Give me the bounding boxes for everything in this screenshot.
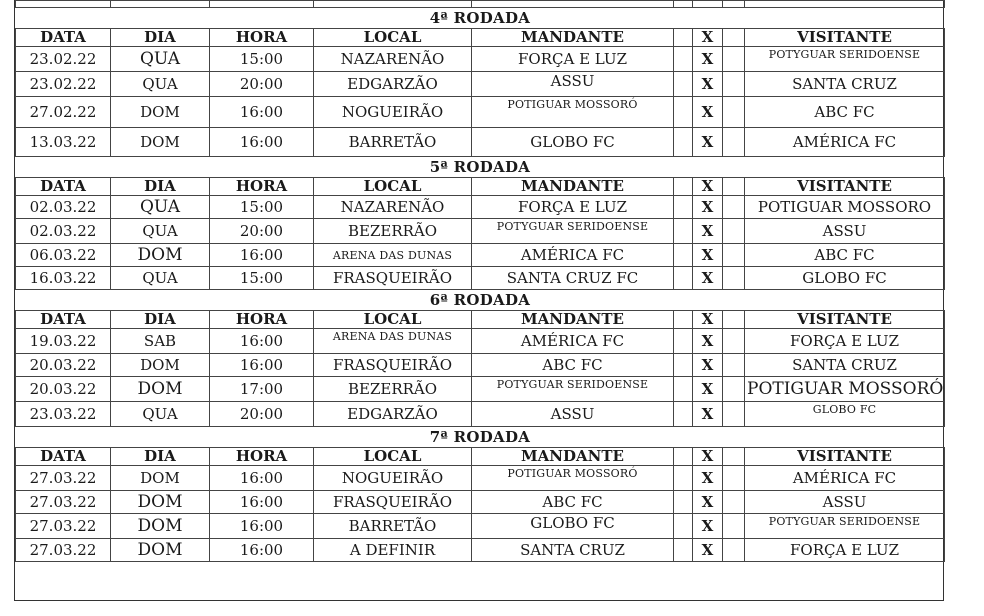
match-home: SANTA CRUZ FC — [472, 267, 674, 290]
match-row — [16, 47, 945, 72]
match-venue: A DEFINIR — [314, 539, 472, 562]
match-x: X — [693, 244, 723, 267]
match-date: 06.03.22 — [16, 244, 111, 267]
match-date: 23.03.22 — [16, 402, 111, 427]
match-venue: BARRETÃO — [314, 514, 472, 539]
match-x: X — [693, 72, 723, 97]
header-away: VISITANTE — [745, 448, 945, 466]
match-away: POTIGUAR MOSSORO — [745, 196, 945, 219]
match-row — [16, 514, 945, 539]
round-title: 7ª RODADA — [16, 427, 945, 448]
match-away: GLOBO FC — [745, 402, 945, 427]
match-away: ABC FC — [745, 244, 945, 267]
match-day: DOM — [111, 354, 210, 377]
match-venue: FRASQUEIRÃO — [314, 267, 472, 290]
header-away: VISITANTE — [745, 29, 945, 47]
match-home: AMÉRICA FC — [472, 329, 674, 354]
match-day: DOM — [111, 97, 210, 128]
match-home: POTYGUAR SERIDOENSE — [472, 377, 674, 402]
match-venue: NAZARENÃO — [314, 196, 472, 219]
header-date: DATA — [16, 178, 111, 196]
match-away: GLOBO FC — [745, 267, 945, 290]
match-time: 16:00 — [210, 466, 314, 491]
match-away: SANTA CRUZ — [745, 72, 945, 97]
match-home: ABC FC — [472, 354, 674, 377]
match-date: 20.03.22 — [16, 354, 111, 377]
match-x: X — [693, 219, 723, 244]
match-venue: NOGUEIRÃO — [314, 97, 472, 128]
header-day: DIA — [111, 29, 210, 47]
match-day: QUA — [111, 267, 210, 290]
header-time: HORA — [210, 448, 314, 466]
match-date: 23.02.22 — [16, 72, 111, 97]
match-away: POTYGUAR SERIDOENSE — [745, 47, 945, 72]
round-title-row — [16, 157, 945, 178]
header-venue: LOCAL — [314, 448, 472, 466]
header-venue: LOCAL — [314, 311, 472, 329]
header-time: HORA — [210, 29, 314, 47]
match-day: QUA — [111, 196, 210, 219]
match-date: 23.02.22 — [16, 47, 111, 72]
match-time: 16:00 — [210, 128, 314, 157]
match-date: 02.03.22 — [16, 196, 111, 219]
match-day: DOM — [111, 514, 210, 539]
match-venue: NAZARENÃO — [314, 47, 472, 72]
header-row — [16, 29, 945, 47]
match-away: AMÉRICA FC — [745, 466, 945, 491]
match-day: SAB — [111, 329, 210, 354]
header-x: X — [693, 178, 723, 196]
match-row — [16, 196, 945, 219]
match-date: 27.02.22 — [16, 97, 111, 128]
schedule-table — [15, 0, 945, 562]
header-home: MANDANTE — [472, 448, 674, 466]
match-day: DOM — [111, 377, 210, 402]
match-date: 20.03.22 — [16, 377, 111, 402]
match-away: POTIGUAR MOSSORÓ — [745, 377, 945, 402]
match-date: 19.03.22 — [16, 329, 111, 354]
match-venue: BEZERRÃO — [314, 219, 472, 244]
match-time: 17:00 — [210, 377, 314, 402]
header-date: DATA — [16, 311, 111, 329]
match-row — [16, 377, 945, 402]
match-venue: FRASQUEIRÃO — [314, 354, 472, 377]
match-date: 27.03.22 — [16, 539, 111, 562]
match-time: 15:00 — [210, 47, 314, 72]
match-time: 15:00 — [210, 267, 314, 290]
match-day: QUA — [111, 72, 210, 97]
match-venue: EDGARZÃO — [314, 402, 472, 427]
match-day: DOM — [111, 491, 210, 514]
header-away: VISITANTE — [745, 178, 945, 196]
empty-footer-band — [15, 576, 943, 600]
match-time: 16:00 — [210, 539, 314, 562]
round-title: 5ª RODADA — [16, 157, 945, 178]
match-row — [16, 466, 945, 491]
match-row — [16, 219, 945, 244]
header-date: DATA — [16, 29, 111, 47]
match-x: X — [693, 377, 723, 402]
header-date: DATA — [16, 448, 111, 466]
match-date: 13.03.22 — [16, 128, 111, 157]
match-away: FORÇA E LUZ — [745, 329, 945, 354]
match-x: X — [693, 539, 723, 562]
header-day: DIA — [111, 311, 210, 329]
header-x: X — [693, 311, 723, 329]
match-date: 27.03.22 — [16, 466, 111, 491]
match-row — [16, 354, 945, 377]
match-time: 20:00 — [210, 402, 314, 427]
header-day: DIA — [111, 178, 210, 196]
match-home: FORÇA E LUZ — [472, 196, 674, 219]
match-day: DOM — [111, 539, 210, 562]
match-x: X — [693, 466, 723, 491]
match-row — [16, 97, 945, 128]
header-x: X — [693, 448, 723, 466]
match-row — [16, 329, 945, 354]
match-away: FORÇA E LUZ — [745, 539, 945, 562]
round-title: 4ª RODADA — [16, 8, 945, 29]
match-row — [16, 128, 945, 157]
match-time: 16:00 — [210, 354, 314, 377]
match-home: FORÇA E LUZ — [472, 47, 674, 72]
match-venue: NOGUEIRÃO — [314, 466, 472, 491]
match-time: 16:00 — [210, 491, 314, 514]
match-home: ASSU — [472, 402, 674, 427]
match-home: POTYGUAR SERIDOENSE — [472, 219, 674, 244]
header-home: MANDANTE — [472, 29, 674, 47]
match-day: QUA — [111, 47, 210, 72]
header-home: MANDANTE — [472, 311, 674, 329]
match-x: X — [693, 128, 723, 157]
match-away: SANTA CRUZ — [745, 354, 945, 377]
header-row — [16, 311, 945, 329]
match-venue: ARENA DAS DUNAS — [314, 329, 472, 354]
match-time: 16:00 — [210, 97, 314, 128]
round-title-row — [16, 290, 945, 311]
match-x: X — [693, 267, 723, 290]
match-away: ASSU — [745, 219, 945, 244]
header-home: MANDANTE — [472, 178, 674, 196]
match-away: AMÉRICA FC — [745, 128, 945, 157]
round-title-row — [16, 427, 945, 448]
match-row — [16, 402, 945, 427]
match-day: QUA — [111, 402, 210, 427]
match-x: X — [693, 47, 723, 72]
match-home: GLOBO FC — [472, 128, 674, 157]
match-time: 16:00 — [210, 244, 314, 267]
round-title-row — [16, 8, 945, 29]
round-title: 6ª RODADA — [16, 290, 945, 311]
match-x: X — [693, 354, 723, 377]
header-time: HORA — [210, 311, 314, 329]
match-day: DOM — [111, 244, 210, 267]
match-x: X — [693, 514, 723, 539]
match-away: POTYGUAR SERIDOENSE — [745, 514, 945, 539]
header-away: VISITANTE — [745, 311, 945, 329]
header-row — [16, 178, 945, 196]
previous-round-stub — [16, 1, 945, 8]
header-time: HORA — [210, 178, 314, 196]
match-date: 27.03.22 — [16, 514, 111, 539]
match-row — [16, 72, 945, 97]
match-x: X — [693, 491, 723, 514]
match-row — [16, 491, 945, 514]
header-day: DIA — [111, 448, 210, 466]
match-home: POTIGUAR MOSSORÓ — [472, 466, 674, 491]
match-row — [16, 267, 945, 290]
match-row — [16, 539, 945, 562]
match-home: POTIGUAR MOSSORÓ — [472, 97, 674, 128]
match-away: ASSU — [745, 491, 945, 514]
match-venue: ARENA DAS DUNAS — [314, 244, 472, 267]
match-home: GLOBO FC — [472, 514, 674, 539]
match-venue: BARRETÃO — [314, 128, 472, 157]
match-venue: EDGARZÃO — [314, 72, 472, 97]
match-day: DOM — [111, 466, 210, 491]
match-home: ASSU — [472, 72, 674, 97]
match-venue: FRASQUEIRÃO — [314, 491, 472, 514]
match-row — [16, 244, 945, 267]
match-day: DOM — [111, 128, 210, 157]
match-x: X — [693, 329, 723, 354]
match-x: X — [693, 196, 723, 219]
match-home: ABC FC — [472, 491, 674, 514]
match-venue: BEZERRÃO — [314, 377, 472, 402]
match-day: QUA — [111, 219, 210, 244]
header-venue: LOCAL — [314, 29, 472, 47]
match-home: SANTA CRUZ — [472, 539, 674, 562]
match-date: 02.03.22 — [16, 219, 111, 244]
match-time: 15:00 — [210, 196, 314, 219]
match-time: 20:00 — [210, 219, 314, 244]
match-home: AMÉRICA FC — [472, 244, 674, 267]
match-away: ABC FC — [745, 97, 945, 128]
match-date: 16.03.22 — [16, 267, 111, 290]
header-x: X — [693, 29, 723, 47]
match-time: 20:00 — [210, 72, 314, 97]
match-x: X — [693, 97, 723, 128]
schedule-sheet — [14, 0, 944, 601]
match-time: 16:00 — [210, 329, 314, 354]
match-x: X — [693, 402, 723, 427]
match-time: 16:00 — [210, 514, 314, 539]
header-venue: LOCAL — [314, 178, 472, 196]
match-date: 27.03.22 — [16, 491, 111, 514]
header-row — [16, 448, 945, 466]
